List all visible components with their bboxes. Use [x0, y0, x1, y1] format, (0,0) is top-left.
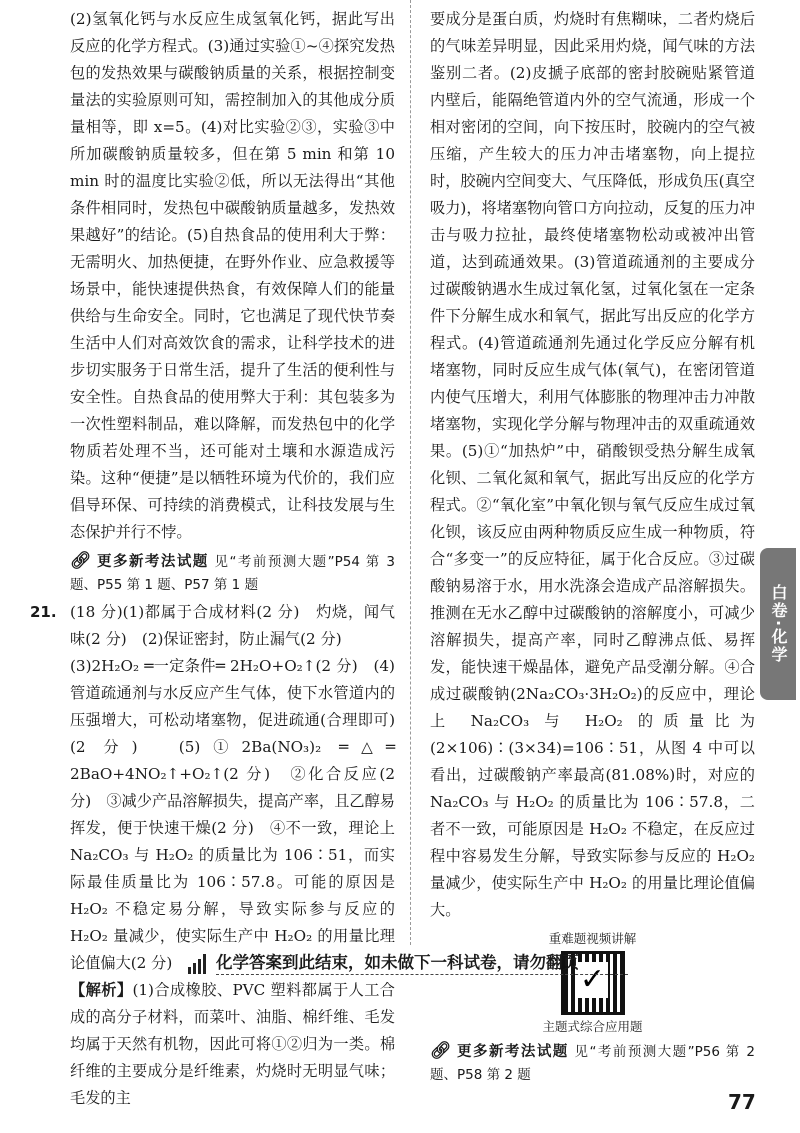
column-divider — [410, 0, 411, 945]
side-tab: 白卷·化学 — [760, 548, 796, 700]
qr-caption-bottom: 主题式综合应用题 — [542, 1019, 643, 1034]
bars-icon — [188, 954, 212, 974]
qr-block — [430, 930, 755, 1036]
footer-dashed-line — [216, 974, 628, 975]
more-reference: 见“考前预测大题”P54 第 3 题、P55 第 1 题、P57 第 1 题 — [70, 554, 395, 593]
paragraph: (2)氢氧化钙与水反应生成氢氧化钙，据此写出反应的化学方程式。(3)通过实验①~④探究发热包的发热效果与碳酸钠质量的关系，根据控制变量法的实验原则可知，需控制加入的其他成分质量相等，即 x=5。(4)对比实验②③，实验③中所加碳酸钠质量较多，但在第 5 min 和第 10 min 时的温度比实验②低，所以无法得出“其他条件相同时，发热包中碳酸钠质量越多，发热效果越好”的结论。(5)自热食品的使用利大于弊：无需明火、加热便捷，在野外作业、应急救援等场景中，能快速提供热食，有效保障人们的能量供给与生命安全。同时，它也满足了现代快节奏生活中人们对高效饮食的需求，让科学技术的进步切实服务于日常生活，提升了生活的便利性与安全性。自热食品的使用弊大于利：其包装多为一次性塑料制品，难以降解，而发热包中的化学物质若处理不当，还可能对土壤和水源造成污染。这种“便捷”是以牺牲环境为代价的，我们应倡导环保、可持续的消费模式，让科技发展与生态保护并行不悖。 — [70, 10, 395, 541]
more-label: 更多新考法试题 — [457, 1044, 569, 1060]
link-icon: 🔗︎ — [430, 1041, 454, 1061]
question-number: 21. — [30, 603, 57, 621]
more-reference: 见“考前预测大题”P56 第 2 题、P58 第 2 题 — [430, 1044, 755, 1083]
footer-banner — [188, 948, 628, 978]
analysis — [70, 977, 395, 1112]
answer-part-a: (18 分)(1)都属于合成材料(2 分) 灼烧，闻气味(2 分) (2)保证密封，防止漏气(2 分) — [70, 603, 395, 648]
qr-caption-top: 重难题视频讲解 — [548, 931, 637, 946]
analysis-text: (1)合成橡胶、PVC 塑料都属于人工合成的高分子材料，而菜叶、油脂、棉纤维、毛发均属于天然有机物，因此可将①②归为一类。棉纤维的主要成分是纤维素，灼烧时无明显气味；毛发的主 — [70, 981, 395, 1107]
analysis-label: 【解析】 — [70, 981, 133, 999]
page-number: 77 — [728, 1090, 756, 1114]
right-column — [430, 6, 755, 1089]
left-column — [30, 6, 395, 1112]
answer-part-b: (3)2H₂O₂ ═一定条件═ 2H₂O+O₂↑(2 分) (4)管道疏通剂与水反应产生气体，使下水管道内的压强增大，可松动堵塞物，促进疏通(合理即可)(2 分) (5)①2Ba(NO₃)₂ ═△═ 2BaO+4NO₂↑+O₂↑(2 分) ②化合反应(2 分) ③减少产品溶解损失，提高产率，且乙醇易挥发，便于快速干燥(2 分) ④不一致，理论上 Na₂CO₃ 与 H₂O₂ 的质量比为 106∶51，而实际最佳质量比为 106∶57.8。可能的原因是 H₂O₂ 不稳定易分解，导致实际参与反应的 H₂O₂ 量减少，使实际生产中 H₂O₂ 的用量比理论值偏大(2 分) — [70, 657, 395, 972]
question-21 — [30, 599, 395, 1112]
link-icon: 🔗︎ — [70, 551, 94, 571]
more-questions-note — [70, 550, 395, 597]
check-icon: ✓ — [578, 962, 608, 998]
footer-text: 化学答案到此结束，如未做下一科试卷，请勿翻页 — [216, 953, 579, 972]
more-label: 更多新考法试题 — [97, 554, 209, 570]
paragraph: 要成分是蛋白质，灼烧时有焦糊味，二者灼烧后的气味差异明显，因此采用灼烧，闻气味的方法鉴别二者。(2)皮搋子底部的密封胶碗贴紧管道内壁后，能隔绝管道内外的空气流通，形成一个相对密闭的空间，向下按压时，胶碗内的空气被压缩，产生较大的压力冲击堵塞物，向上提拉时，胶碗内空间变大、气压降低，形成负压(真空吸力)，将堵塞物向管口方向拉动，反复的压力冲击与吸力拉扯，最终使堵塞物松动或被冲出管道，达到疏通效果。(3)管道疏通剂的主要成分过碳酸钠遇水生成过氧化氢，过氧化氢在一定条件下分解生成水和氧气，据此写出反应的化学方程式。(4)管道疏通剂先通过化学反应分解有机堵塞物，同时反应生成气体(氧气)，在密闭管道内使气压增大，利用气体膨胀的物理冲击力冲散堵塞物，实现化学分解与物理冲击的双重疏通效果。(5)①“加热炉”中，硝酸钡受热分解生成氧化钡、二氧化氮和氧气，据此写出反应的化学方程式。②“氧化室”中氧化钡与氧气反应生成过氧化钡，该反应由两种物质反应生成一种物质，符合“多变一”的反应特征，属于化合反应。③过碳酸钠易溶于水，用水洗涤会造成产品溶解损失。推测在无水乙醇中过碳酸钠的溶解度小，可减少溶解损失，提高产率，同时乙醇沸点低、易挥发，能快速干燥晶体，避免产品受潮分解。④合成过碳酸钠(2Na₂CO₃·3H₂O₂)的反应中，理论上 Na₂CO₃ 与 H₂O₂ 的质量比为(2×106)∶(3×34)=106∶51，从图 4 中可以看出，过碳酸钠产率最高(81.08%)时，对应的 Na₂CO₃ 与 H₂O₂ 的质量比为 106∶57.8，二者不一致，可能原因是 H₂O₂ 不稳定，在反应过程中容易发生分解，导致实际参与反应的 H₂O₂ 量减少，使实际生产中 H₂O₂ 的用量比理论值偏大。 — [430, 10, 755, 919]
more-questions-note — [430, 1040, 755, 1087]
